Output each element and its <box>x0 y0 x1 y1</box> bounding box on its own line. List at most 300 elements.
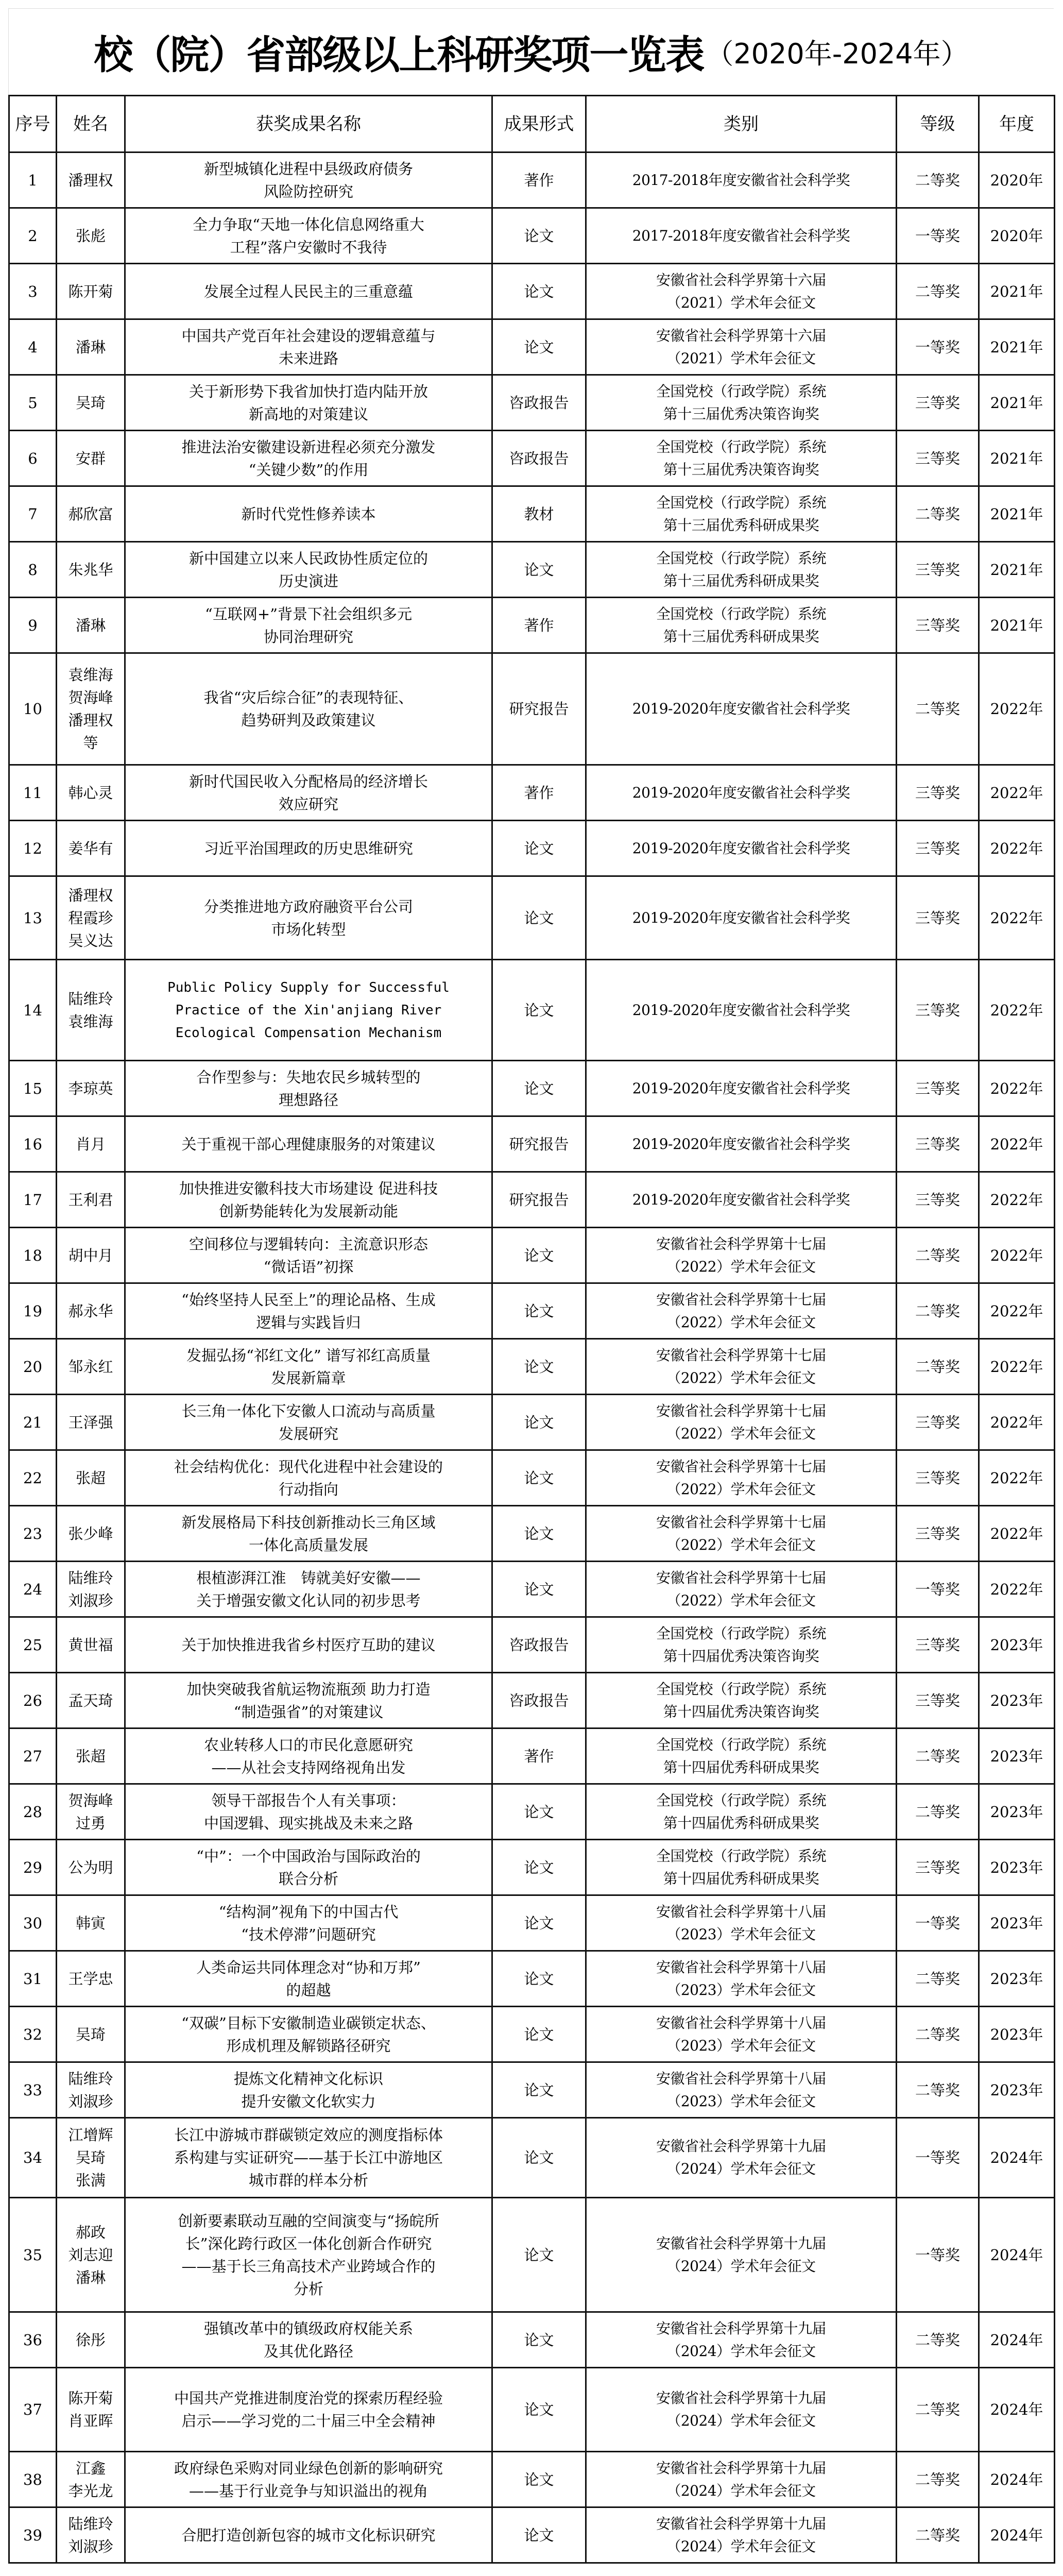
cell-name: 韩寅 <box>57 1895 125 1951</box>
cell-title: “中”：一个中国政治与国际政治的 联合分析 <box>125 1840 492 1895</box>
cell-title: 合作型参与：失地农民乡城转型的 理想路径 <box>125 1061 492 1116</box>
cell-level: 三等奖 <box>897 821 979 876</box>
cell-form: 教材 <box>492 486 586 542</box>
cell-year: 2022年 <box>979 1228 1055 1283</box>
table-row <box>9 2507 1055 2563</box>
page-frame <box>8 8 1054 2564</box>
cell-year: 2020年 <box>979 208 1055 264</box>
cell-year: 2021年 <box>979 375 1055 431</box>
cell-name: 张超 <box>57 1450 125 1506</box>
cell-level: 三等奖 <box>897 1673 979 1728</box>
cell-name: 徐彤 <box>57 2312 125 2368</box>
cell-form: 论文 <box>492 1562 586 1617</box>
cell-title: 根植澎湃江淮 铸就美好安徽—— 关于增强安徽文化认同的初步思考 <box>125 1562 492 1617</box>
cell-title: 提炼文化精神文化标识 提升安徽文化软实力 <box>125 2062 492 2118</box>
cell-no: 23 <box>9 1506 57 1562</box>
cell-title: 创新要素联动互融的空间演变与“扬皖所 长”深化跨行政区一体化创新合作研究 ——基于长三角高技术产业跨域合作的 分析 <box>125 2198 492 2312</box>
cell-name: 陆维玲 袁维海 <box>57 960 125 1061</box>
cell-no: 15 <box>9 1061 57 1116</box>
page-title <box>9 9 1054 95</box>
table-row <box>9 1617 1055 1673</box>
cell-title: 关于重视干部心理健康服务的对策建议 <box>125 1116 492 1172</box>
cell-level: 一等奖 <box>897 2118 979 2198</box>
cell-level: 二等奖 <box>897 1283 979 1339</box>
cell-form: 咨政报告 <box>492 1673 586 1728</box>
cell-name: 江鑫 李光龙 <box>57 2452 125 2507</box>
title-main: 校（院）省部级以上科研奖项一览表 <box>94 32 704 78</box>
cell-year: 2022年 <box>979 1172 1055 1228</box>
cell-category: 全国党校（行政学院）系统 第十三届优秀科研成果奖 <box>586 486 897 542</box>
cell-year: 2023年 <box>979 1840 1055 1895</box>
table-row <box>9 1562 1055 1617</box>
cell-category: 安徽省社会科学界第十八届 （2023）学术年会征文 <box>586 1951 897 2007</box>
cell-title: 政府绿色采购对同业绿色创新的影响研究 ——基于行业竞争与知识溢出的视角 <box>125 2452 492 2507</box>
cell-name: 朱兆华 <box>57 542 125 598</box>
cell-level: 三等奖 <box>897 1840 979 1895</box>
table-row <box>9 821 1055 876</box>
cell-year: 2021年 <box>979 431 1055 486</box>
cell-year: 2022年 <box>979 1061 1055 1116</box>
cell-year: 2023年 <box>979 1951 1055 2007</box>
cell-year: 2024年 <box>979 2452 1055 2507</box>
cell-name: 姜华有 <box>57 821 125 876</box>
cell-form: 论文 <box>492 1506 586 1562</box>
cell-year: 2021年 <box>979 598 1055 653</box>
cell-year: 2021年 <box>979 264 1055 319</box>
table-row <box>9 2118 1055 2198</box>
cell-level: 三等奖 <box>897 960 979 1061</box>
cell-no: 27 <box>9 1728 57 1784</box>
cell-title: 长三角一体化下安徽人口流动与高质量 发展研究 <box>125 1395 492 1450</box>
cell-name: 吴琦 <box>57 375 125 431</box>
table-row <box>9 486 1055 542</box>
cell-no: 1 <box>9 152 57 208</box>
cell-level: 二等奖 <box>897 1339 979 1395</box>
cell-form: 论文 <box>492 1339 586 1395</box>
cell-level: 二等奖 <box>897 264 979 319</box>
cell-year: 2023年 <box>979 1895 1055 1951</box>
cell-level: 一等奖 <box>897 1895 979 1951</box>
cell-category: 安徽省社会科学界第十九届 （2024）学术年会征文 <box>586 2198 897 2312</box>
cell-form: 论文 <box>492 2312 586 2368</box>
cell-name: 贺海峰 过勇 <box>57 1784 125 1840</box>
cell-year: 2024年 <box>979 2507 1055 2563</box>
cell-year: 2022年 <box>979 876 1055 960</box>
table-row <box>9 876 1055 960</box>
cell-level: 二等奖 <box>897 653 979 765</box>
cell-no: 24 <box>9 1562 57 1617</box>
cell-category: 全国党校（行政学院）系统 第十三届优秀科研成果奖 <box>586 542 897 598</box>
cell-no: 28 <box>9 1784 57 1840</box>
cell-form: 论文 <box>492 1784 586 1840</box>
cell-level: 二等奖 <box>897 1728 979 1784</box>
cell-title: 加快推进安徽科技大市场建设 促进科技 创新势能转化为发展新动能 <box>125 1172 492 1228</box>
table-body <box>9 152 1055 2563</box>
table-row <box>9 1506 1055 1562</box>
table-row <box>9 431 1055 486</box>
cell-form: 研究报告 <box>492 1116 586 1172</box>
cell-category: 2019-2020年度安徽省社会科学奖 <box>586 876 897 960</box>
table-row <box>9 1228 1055 1283</box>
cell-name: 公为明 <box>57 1840 125 1895</box>
cell-form: 论文 <box>492 2118 586 2198</box>
cell-name: 安群 <box>57 431 125 486</box>
cell-no: 12 <box>9 821 57 876</box>
cell-year: 2022年 <box>979 1339 1055 1395</box>
cell-level: 三等奖 <box>897 1450 979 1506</box>
cell-name: 王利君 <box>57 1172 125 1228</box>
cell-level: 二等奖 <box>897 1228 979 1283</box>
cell-year: 2022年 <box>979 1283 1055 1339</box>
cell-form: 论文 <box>492 960 586 1061</box>
cell-form: 论文 <box>492 264 586 319</box>
cell-form: 论文 <box>492 2198 586 2312</box>
cell-category: 2019-2020年度安徽省社会科学奖 <box>586 1172 897 1228</box>
cell-level: 二等奖 <box>897 1784 979 1840</box>
cell-category: 安徽省社会科学界第十六届 （2021）学术年会征文 <box>586 264 897 319</box>
cell-title: 新时代国民收入分配格局的经济增长 效应研究 <box>125 765 492 821</box>
cell-title: 习近平治国理政的历史思维研究 <box>125 821 492 876</box>
cell-title: 我省“灾后综合征”的表现特征、 趋势研判及政策建议 <box>125 653 492 765</box>
cell-level: 三等奖 <box>897 765 979 821</box>
cell-year: 2023年 <box>979 2007 1055 2062</box>
cell-name: 黄世福 <box>57 1617 125 1673</box>
cell-title: 发展全过程人民民主的三重意蕴 <box>125 264 492 319</box>
cell-form: 咨政报告 <box>492 431 586 486</box>
cell-category: 全国党校（行政学院）系统 第十三届优秀科研成果奖 <box>586 598 897 653</box>
cell-category: 安徽省社会科学界第十七届 （2022）学术年会征文 <box>586 1562 897 1617</box>
cell-level: 二等奖 <box>897 2007 979 2062</box>
table-row <box>9 1784 1055 1840</box>
cell-year: 2023年 <box>979 1673 1055 1728</box>
cell-no: 32 <box>9 2007 57 2062</box>
cell-category: 安徽省社会科学界第十九届 （2024）学术年会征文 <box>586 2312 897 2368</box>
cell-title: “互联网+”背景下社会组织多元 协同治理研究 <box>125 598 492 653</box>
header-no: 序号 <box>9 96 57 152</box>
cell-name: 胡中月 <box>57 1228 125 1283</box>
cell-form: 研究报告 <box>492 1172 586 1228</box>
cell-form: 论文 <box>492 1228 586 1283</box>
cell-title: 新中国建立以来人民政协性质定位的 历史演进 <box>125 542 492 598</box>
cell-name: 陆维玲 刘淑珍 <box>57 2062 125 2118</box>
table-row <box>9 2312 1055 2368</box>
cell-year: 2023年 <box>979 1728 1055 1784</box>
cell-title: 关于加快推进我省乡村医疗互助的建议 <box>125 1617 492 1673</box>
cell-category: 安徽省社会科学界第十七届 （2022）学术年会征文 <box>586 1450 897 1506</box>
cell-level: 三等奖 <box>897 1617 979 1673</box>
cell-no: 39 <box>9 2507 57 2563</box>
cell-category: 2019-2020年度安徽省社会科学奖 <box>586 821 897 876</box>
table-row <box>9 1673 1055 1728</box>
cell-form: 论文 <box>492 2452 586 2507</box>
cell-category: 2019-2020年度安徽省社会科学奖 <box>586 765 897 821</box>
table-row <box>9 2368 1055 2452</box>
cell-form: 论文 <box>492 1840 586 1895</box>
cell-no: 37 <box>9 2368 57 2452</box>
cell-name: 潘理权 <box>57 152 125 208</box>
cell-category: 安徽省社会科学界第十八届 （2023）学术年会征文 <box>586 2062 897 2118</box>
cell-title: 领导干部报告个人有关事项： 中国逻辑、现实挑战及未来之路 <box>125 1784 492 1840</box>
cell-level: 三等奖 <box>897 542 979 598</box>
cell-name: 郝欣富 <box>57 486 125 542</box>
cell-form: 著作 <box>492 598 586 653</box>
cell-no: 14 <box>9 960 57 1061</box>
cell-no: 35 <box>9 2198 57 2312</box>
cell-category: 安徽省社会科学界第十九届 （2024）学术年会征文 <box>586 2507 897 2563</box>
cell-year: 2022年 <box>979 653 1055 765</box>
cell-level: 二等奖 <box>897 152 979 208</box>
cell-category: 2019-2020年度安徽省社会科学奖 <box>586 1116 897 1172</box>
header-form: 成果形式 <box>492 96 586 152</box>
table-row <box>9 2062 1055 2118</box>
cell-title: 全力争取“天地一体化信息网络重大 工程”落户安徽时不我待 <box>125 208 492 264</box>
cell-title: 推进法治安徽建设新进程必须充分激发 “关键少数”的作用 <box>125 431 492 486</box>
cell-year: 2024年 <box>979 2198 1055 2312</box>
cell-title: “双碳”目标下安徽制造业碳锁定状态、 形成机理及解锁路径研究 <box>125 2007 492 2062</box>
cell-no: 20 <box>9 1339 57 1395</box>
cell-category: 全国党校（行政学院）系统 第十四届优秀科研成果奖 <box>586 1728 897 1784</box>
cell-title: 新型城镇化进程中县级政府债务 风险防控研究 <box>125 152 492 208</box>
cell-form: 著作 <box>492 765 586 821</box>
cell-category: 全国党校（行政学院）系统 第十四届优秀决策咨询奖 <box>586 1617 897 1673</box>
cell-name: 王泽强 <box>57 1395 125 1450</box>
cell-year: 2024年 <box>979 2312 1055 2368</box>
cell-level: 三等奖 <box>897 598 979 653</box>
cell-form: 论文 <box>492 2007 586 2062</box>
cell-form: 论文 <box>492 1061 586 1116</box>
cell-level: 三等奖 <box>897 1116 979 1172</box>
cell-level: 三等奖 <box>897 431 979 486</box>
cell-title: 强镇改革中的镇级政府权能关系 及其优化路径 <box>125 2312 492 2368</box>
table-row <box>9 264 1055 319</box>
table-row <box>9 1061 1055 1116</box>
cell-level: 二等奖 <box>897 2452 979 2507</box>
cell-name: 潘理权 程霞珍 吴义达 <box>57 876 125 960</box>
cell-category: 2019-2020年度安徽省社会科学奖 <box>586 653 897 765</box>
cell-level: 三等奖 <box>897 1395 979 1450</box>
title-date-range: （2020年-2024年） <box>706 38 969 70</box>
cell-title: 空间移位与逻辑转向：主流意识形态 “微话语”初探 <box>125 1228 492 1283</box>
cell-category: 2017-2018年度安徽省社会科学奖 <box>586 152 897 208</box>
cell-form: 论文 <box>492 2062 586 2118</box>
cell-category: 2017-2018年度安徽省社会科学奖 <box>586 208 897 264</box>
cell-category: 安徽省社会科学界第十九届 （2024）学术年会征文 <box>586 2452 897 2507</box>
cell-no: 34 <box>9 2118 57 2198</box>
cell-name: 陈开菊 肖亚晖 <box>57 2368 125 2452</box>
cell-name: 陈开菊 <box>57 264 125 319</box>
cell-no: 13 <box>9 876 57 960</box>
table-row <box>9 1283 1055 1339</box>
cell-level: 二等奖 <box>897 486 979 542</box>
cell-level: 一等奖 <box>897 208 979 264</box>
cell-form: 咨政报告 <box>492 1617 586 1673</box>
cell-no: 31 <box>9 1951 57 2007</box>
cell-year: 2022年 <box>979 960 1055 1061</box>
cell-name: 邹永红 <box>57 1339 125 1395</box>
cell-no: 8 <box>9 542 57 598</box>
cell-category: 全国党校（行政学院）系统 第十四届优秀决策咨询奖 <box>586 1673 897 1728</box>
cell-name: 王学忠 <box>57 1951 125 2007</box>
cell-name: 潘琳 <box>57 598 125 653</box>
cell-no: 18 <box>9 1228 57 1283</box>
table-row <box>9 1172 1055 1228</box>
table-row <box>9 1951 1055 2007</box>
cell-form: 论文 <box>492 1395 586 1450</box>
cell-title: 人类命运共同体理念对“协和万邦” 的超越 <box>125 1951 492 2007</box>
cell-no: 2 <box>9 208 57 264</box>
header-year: 年度 <box>979 96 1055 152</box>
table-row <box>9 1728 1055 1784</box>
cell-year: 2021年 <box>979 542 1055 598</box>
cell-year: 2020年 <box>979 152 1055 208</box>
cell-form: 论文 <box>492 1283 586 1339</box>
cell-title: 关于新形势下我省加快打造内陆开放 新高地的对策建议 <box>125 375 492 431</box>
cell-category: 全国党校（行政学院）系统 第十三届优秀决策咨询奖 <box>586 375 897 431</box>
cell-year: 2022年 <box>979 765 1055 821</box>
cell-year: 2022年 <box>979 1450 1055 1506</box>
cell-title: 长江中游城市群碳锁定效应的测度指标体 系构建与实证研究——基于长江中游地区 城市群的样本分析 <box>125 2118 492 2198</box>
cell-level: 二等奖 <box>897 2507 979 2563</box>
cell-level: 三等奖 <box>897 375 979 431</box>
cell-category: 全国党校（行政学院）系统 第十四届优秀科研成果奖 <box>586 1784 897 1840</box>
cell-no: 22 <box>9 1450 57 1506</box>
table-row <box>9 1895 1055 1951</box>
cell-name: 孟天琦 <box>57 1673 125 1728</box>
cell-level: 一等奖 <box>897 319 979 375</box>
cell-no: 36 <box>9 2312 57 2368</box>
cell-year: 2022年 <box>979 821 1055 876</box>
cell-name: 陆维玲 刘淑珍 <box>57 2507 125 2563</box>
cell-form: 论文 <box>492 208 586 264</box>
cell-name: 郝政 刘志迎 潘琳 <box>57 2198 125 2312</box>
cell-year: 2022年 <box>979 1395 1055 1450</box>
cell-name: 郝永华 <box>57 1283 125 1339</box>
cell-title: 发掘弘扬“祁红文化” 谱写祁红高质量 发展新篇章 <box>125 1339 492 1395</box>
table-row <box>9 2007 1055 2062</box>
cell-form: 论文 <box>492 2368 586 2452</box>
cell-no: 26 <box>9 1673 57 1728</box>
cell-name: 李琼英 <box>57 1061 125 1116</box>
cell-form: 研究报告 <box>492 653 586 765</box>
table-row <box>9 375 1055 431</box>
cell-name: 肖月 <box>57 1116 125 1172</box>
cell-level: 二等奖 <box>897 2368 979 2452</box>
cell-name: 陆维玲 刘淑珍 <box>57 1562 125 1617</box>
cell-title: 合肥打造创新包容的城市文化标识研究 <box>125 2507 492 2563</box>
cell-year: 2024年 <box>979 2118 1055 2198</box>
cell-level: 三等奖 <box>897 1506 979 1562</box>
cell-no: 3 <box>9 264 57 319</box>
table-row <box>9 1116 1055 1172</box>
cell-no: 19 <box>9 1283 57 1339</box>
table-row <box>9 208 1055 264</box>
cell-year: 2023年 <box>979 2062 1055 2118</box>
cell-name: 张超 <box>57 1728 125 1784</box>
cell-title: 中国共产党百年社会建设的逻辑意蕴与 未来进路 <box>125 319 492 375</box>
table-row <box>9 542 1055 598</box>
header-title: 获奖成果名称 <box>125 96 492 152</box>
cell-level: 三等奖 <box>897 1061 979 1116</box>
cell-category: 全国党校（行政学院）系统 第十四届优秀科研成果奖 <box>586 1840 897 1895</box>
cell-category: 安徽省社会科学界第十七届 （2022）学术年会征文 <box>586 1283 897 1339</box>
cell-year: 2022年 <box>979 1506 1055 1562</box>
cell-year: 2022年 <box>979 1116 1055 1172</box>
cell-no: 9 <box>9 598 57 653</box>
cell-category: 2019-2020年度安徽省社会科学奖 <box>586 1061 897 1116</box>
table-row <box>9 2198 1055 2312</box>
cell-name: 江增辉 吴琦 张满 <box>57 2118 125 2198</box>
cell-year: 2021年 <box>979 486 1055 542</box>
cell-no: 33 <box>9 2062 57 2118</box>
cell-title: 加快突破我省航运物流瓶颈 助力打造 “制造强省”的对策建议 <box>125 1673 492 1728</box>
cell-category: 2019-2020年度安徽省社会科学奖 <box>586 960 897 1061</box>
cell-no: 4 <box>9 319 57 375</box>
cell-category: 安徽省社会科学界第十七届 （2022）学术年会征文 <box>586 1506 897 1562</box>
cell-name: 吴琦 <box>57 2007 125 2062</box>
cell-no: 6 <box>9 431 57 486</box>
cell-title: 分类推进地方政府融资平台公司 市场化转型 <box>125 876 492 960</box>
table-row <box>9 1395 1055 1450</box>
cell-form: 论文 <box>492 821 586 876</box>
cell-form: 著作 <box>492 1728 586 1784</box>
cell-form: 论文 <box>492 1895 586 1951</box>
header-category: 类别 <box>586 96 897 152</box>
header-level: 等级 <box>897 96 979 152</box>
table-row <box>9 1450 1055 1506</box>
cell-category: 安徽省社会科学界第十九届 （2024）学术年会征文 <box>586 2118 897 2198</box>
table-row <box>9 2452 1055 2507</box>
cell-category: 安徽省社会科学界第十七届 （2022）学术年会征文 <box>586 1228 897 1283</box>
cell-level: 三等奖 <box>897 876 979 960</box>
cell-title: Public Policy Supply for Successful Practice of the Xin'anjiang River Ecological Compensation Mechanism <box>125 960 492 1061</box>
cell-no: 21 <box>9 1395 57 1450</box>
table-row <box>9 765 1055 821</box>
cell-title: 农业转移人口的市民化意愿研究 ——从社会支持网络视角出发 <box>125 1728 492 1784</box>
table-row <box>9 1840 1055 1895</box>
cell-year: 2022年 <box>979 1562 1055 1617</box>
cell-title: “始终坚持人民至上”的理论品格、生成 逻辑与实践旨归 <box>125 1283 492 1339</box>
cell-no: 11 <box>9 765 57 821</box>
cell-no: 29 <box>9 1840 57 1895</box>
cell-form: 著作 <box>492 152 586 208</box>
table-row <box>9 1339 1055 1395</box>
table-row <box>9 319 1055 375</box>
cell-form: 论文 <box>492 542 586 598</box>
cell-level: 二等奖 <box>897 2312 979 2368</box>
cell-form: 论文 <box>492 319 586 375</box>
cell-form: 论文 <box>492 1951 586 2007</box>
cell-name: 张彪 <box>57 208 125 264</box>
cell-form: 咨政报告 <box>492 375 586 431</box>
cell-year: 2023年 <box>979 1617 1055 1673</box>
cell-category: 安徽省社会科学界第十八届 （2023）学术年会征文 <box>586 2007 897 2062</box>
cell-level: 三等奖 <box>897 1172 979 1228</box>
cell-category: 安徽省社会科学界第十六届 （2021）学术年会征文 <box>586 319 897 375</box>
cell-level: 一等奖 <box>897 1562 979 1617</box>
cell-title: 新时代党性修养读本 <box>125 486 492 542</box>
header-name: 姓名 <box>57 96 125 152</box>
cell-level: 一等奖 <box>897 2198 979 2312</box>
table-row <box>9 598 1055 653</box>
awards-table <box>8 95 1055 2564</box>
cell-category: 全国党校（行政学院）系统 第十三届优秀决策咨询奖 <box>586 431 897 486</box>
cell-no: 5 <box>9 375 57 431</box>
cell-title: 新发展格局下科技创新推动长三角区域 一体化高质量发展 <box>125 1506 492 1562</box>
cell-form: 论文 <box>492 876 586 960</box>
cell-level: 二等奖 <box>897 2062 979 2118</box>
cell-level: 二等奖 <box>897 1951 979 2007</box>
cell-title: 社会结构优化：现代化进程中社会建设的 行动指向 <box>125 1450 492 1506</box>
